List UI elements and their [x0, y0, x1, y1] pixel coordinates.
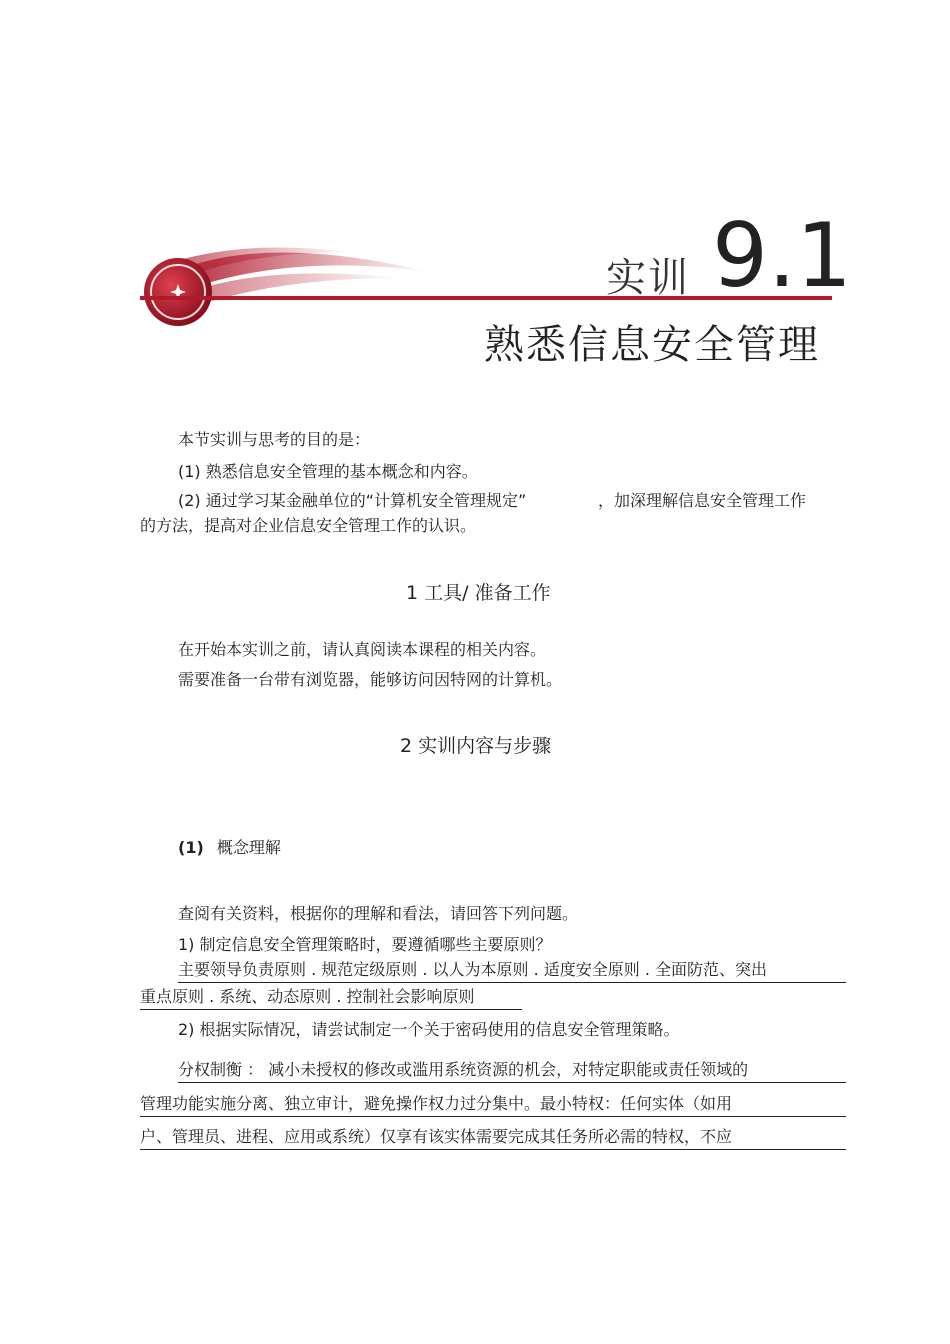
- intro-item-2a: (2) 通过学习某金融单位的“计算机安全管理规定”: [178, 491, 527, 510]
- intro-item-2b: ，加深理解信息安全管理工作: [598, 491, 807, 510]
- intro-lead: 本节实训与思考的目的是：: [178, 430, 371, 449]
- answer-1-line-2: 重点原则 . 系统、动态原则 . 控制社会影响原则: [140, 987, 522, 1010]
- intro-item-2c: 的方法，提高对企业信息安全管理工作的认识。: [140, 516, 477, 535]
- answer-2-line-1: 分权制衡 ： 减小未授权的修改或滥用系统资源的机会，对特定职能或责任领域的: [178, 1060, 846, 1083]
- question-2: 2) 根据实际情况，请尝试制定一个关于密码使用的信息安全管理策略。: [178, 1020, 680, 1039]
- subsection-number: (1): [178, 838, 204, 857]
- section-1-line-2: 需要准备一台带有浏览器，能够访问因特网的计算机。: [178, 670, 563, 689]
- subsection-heading: [178, 838, 281, 858]
- comet-logo-icon: [140, 234, 440, 328]
- question-1: 1) 制定信息安全管理策略时，要遵循哪些主要原则？: [178, 935, 552, 954]
- section-1-heading: 1 工具/ 准备工作: [406, 582, 551, 604]
- answer-2-line-2: 管理功能实施分离、独立审计，避免操作权力过分集中。最小特权：任何实体（如用: [140, 1094, 846, 1117]
- section-2-heading: 2 实训内容与步骤: [400, 735, 552, 757]
- section-1-line-1: 在开始本实训之前，请认真阅读本课程的相关内容。: [178, 640, 547, 659]
- answer-2-line-3: 户、管理员、进程、应用或系统）仅享有该实体需要完成其任务所必需的特权，不应: [140, 1127, 846, 1150]
- instruction: 查阅有关资料，根据你的理解和看法，请回答下列问题。: [178, 904, 579, 923]
- subsection-title: 概念理解: [216, 838, 281, 857]
- chapter-title: 熟悉信息安全管理: [484, 322, 820, 368]
- chapter-number: 9.1: [712, 204, 852, 307]
- chapter-label: 实训: [606, 255, 690, 301]
- intro-item-1: (1) 熟悉信息安全管理的基本概念和内容。: [178, 462, 478, 481]
- answer-1-line-1: 主要领导负责原则 . 规范定级原则 . 以人为本原则 . 适度安全原则 . 全面防范、突出: [178, 960, 846, 983]
